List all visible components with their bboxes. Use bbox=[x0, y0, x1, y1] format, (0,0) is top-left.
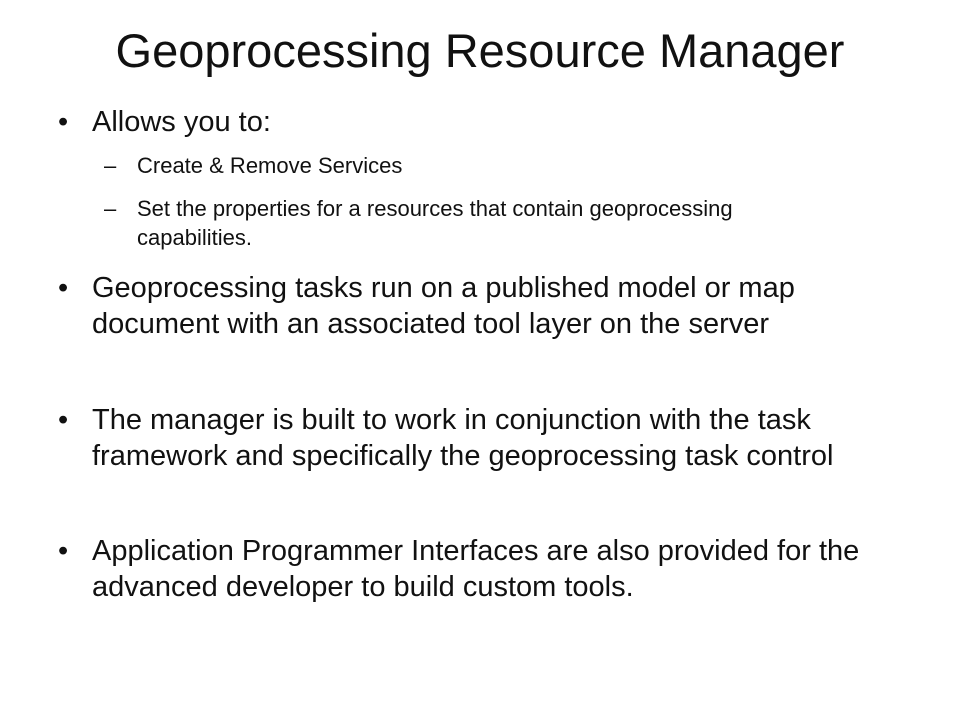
bullet-marker: • bbox=[58, 272, 69, 304]
bullet-marker: • bbox=[58, 535, 69, 567]
bullet-text-allows: Allows you to: bbox=[92, 106, 271, 138]
sub-bullet-text-create-remove: Create & Remove Services bbox=[137, 153, 403, 178]
bullet-text-geoprocessing-tasks: Geoprocessing tasks run on a published model or map document with an associated tool layer on the server bbox=[92, 272, 795, 340]
bullet-text-api: Application Programmer Interfaces are also provided for the advanced developer to build custom tools. bbox=[92, 535, 860, 603]
bullet-marker: • bbox=[58, 106, 69, 138]
slide-title: Geoprocessing Resource Manager bbox=[115, 24, 845, 77]
bullet-text-manager: The manager is built to work in conjunction with the task framework and specifically the geoprocessing task control bbox=[92, 404, 834, 472]
sub-bullet-marker: – bbox=[104, 153, 117, 178]
sub-bullet-text-set-properties: Set the properties for a resources that contain geoprocessing capabilities. bbox=[137, 196, 733, 250]
bullet-marker: • bbox=[58, 404, 69, 436]
sub-bullet-marker: – bbox=[104, 196, 117, 221]
